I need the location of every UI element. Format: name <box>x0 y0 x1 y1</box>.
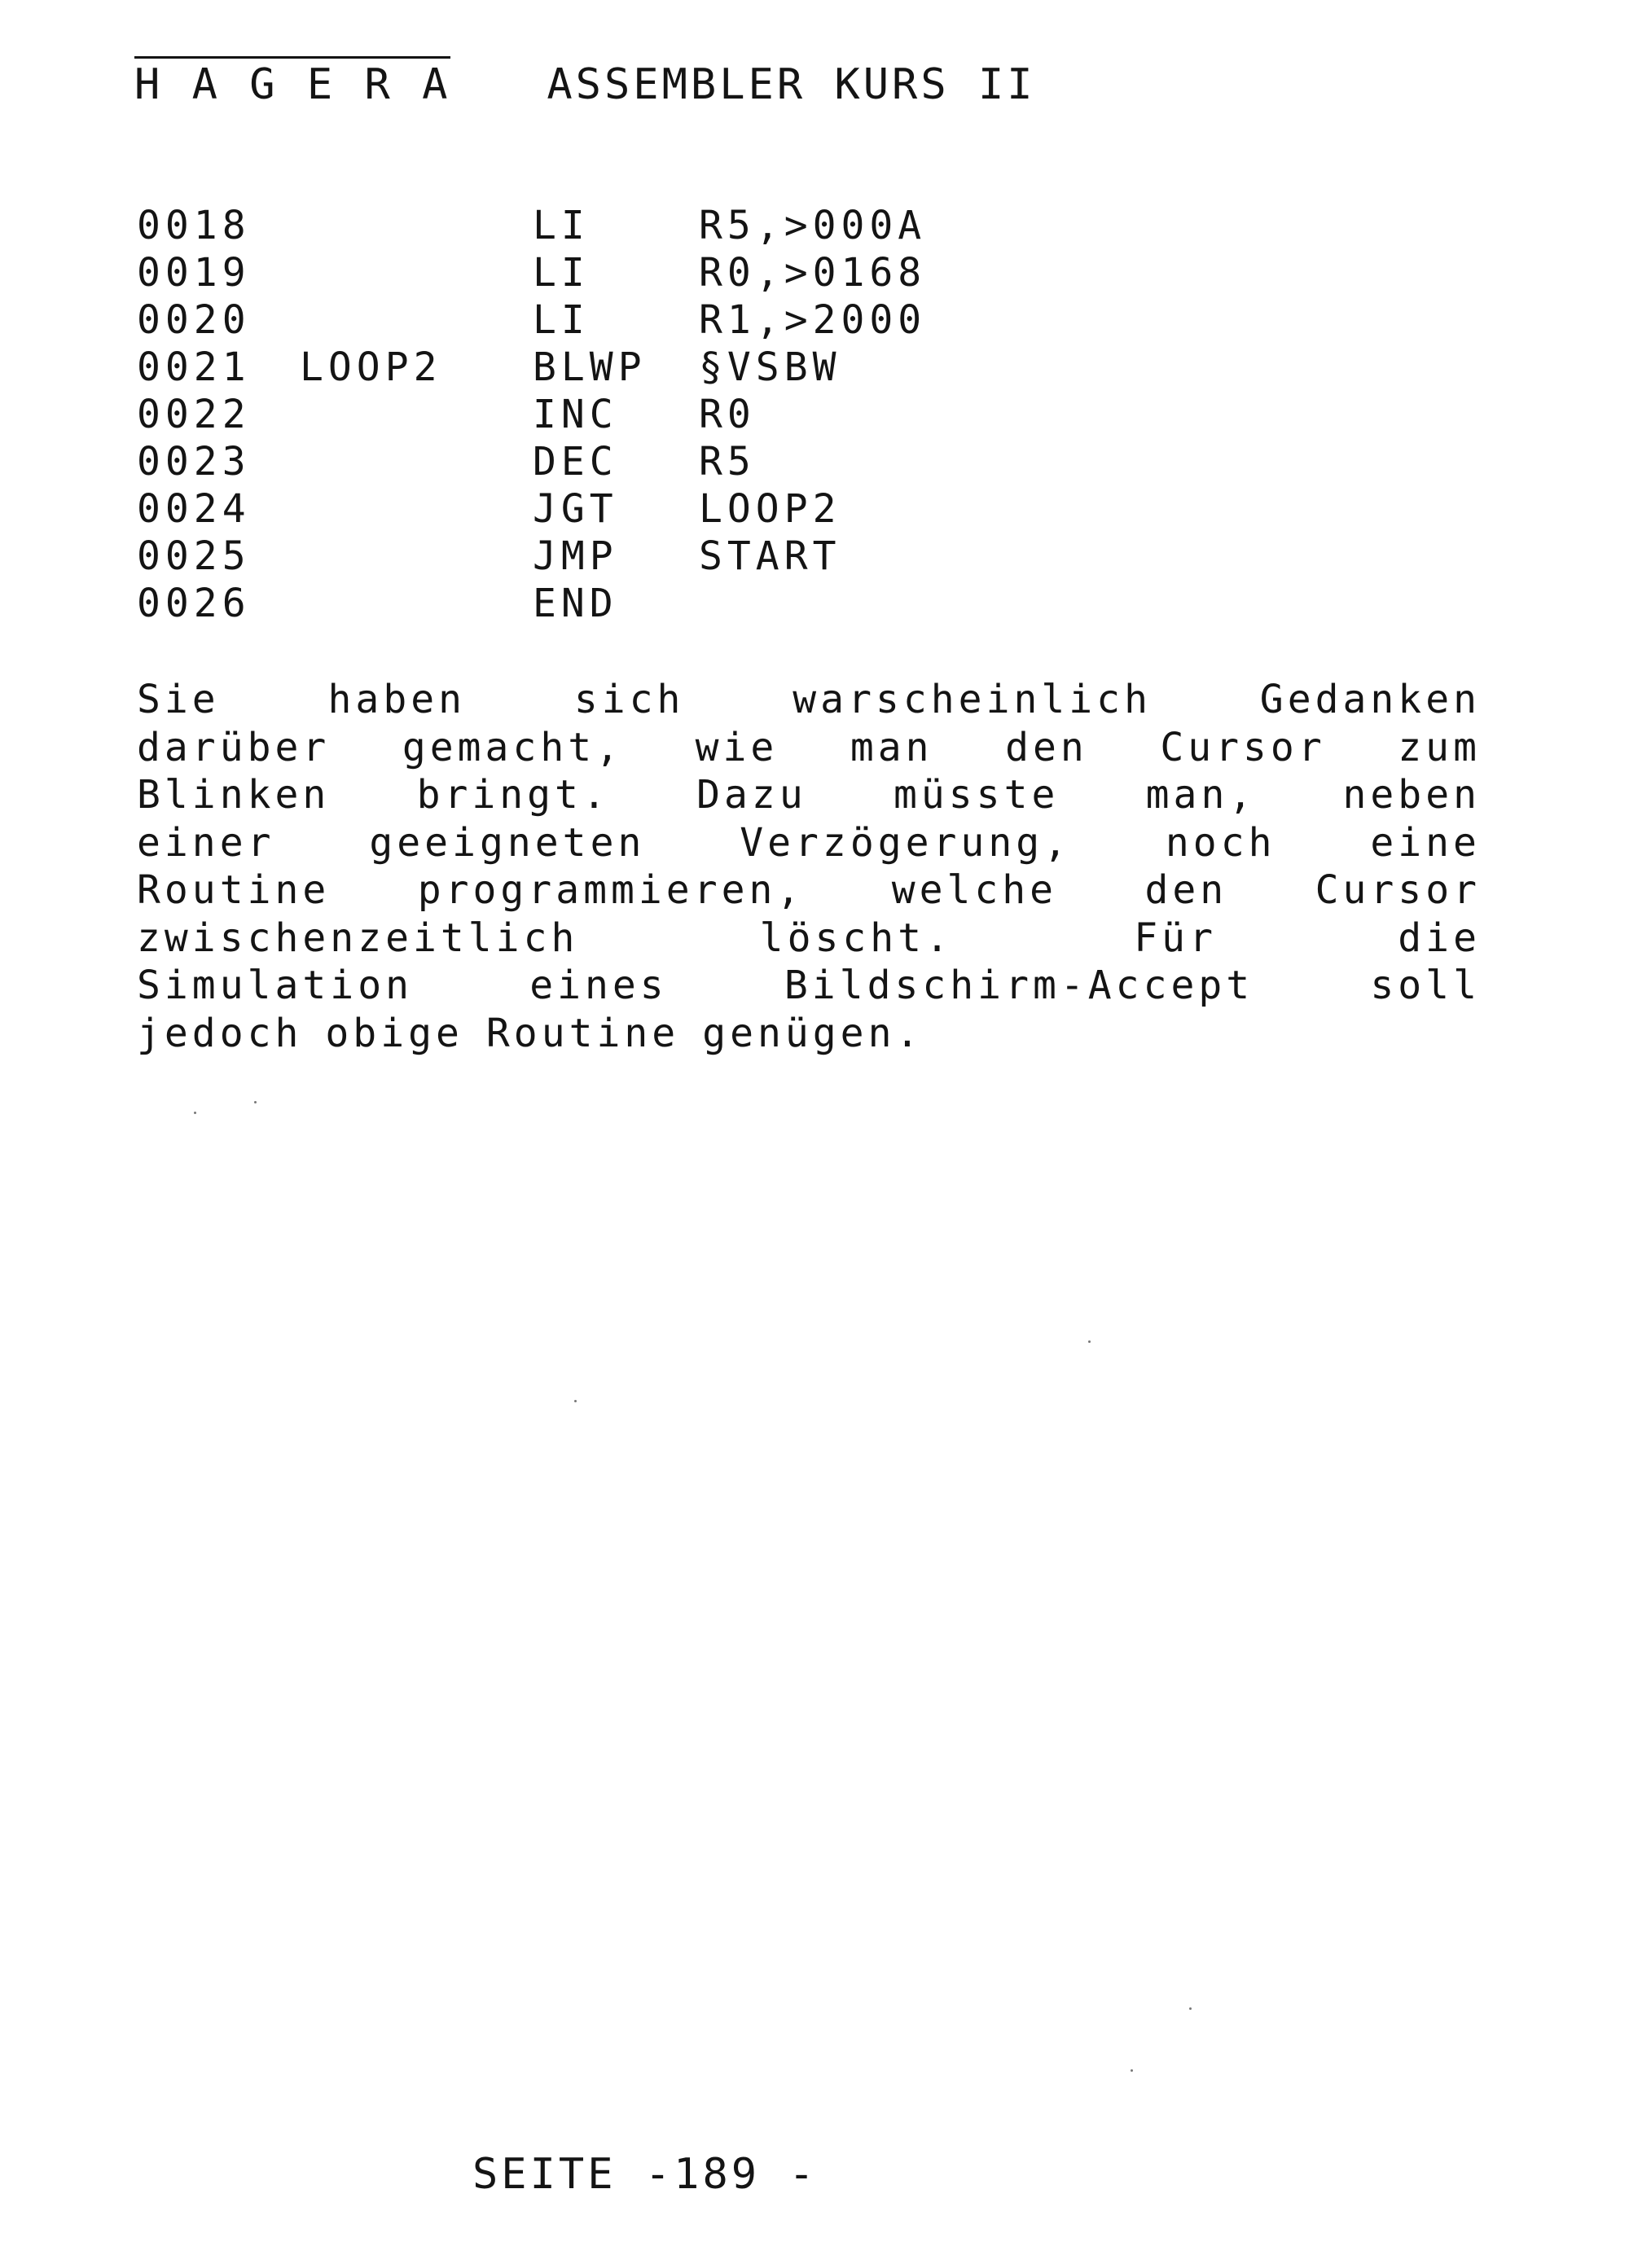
code-operand: §VSBW <box>699 344 841 390</box>
paragraph-word: programmieren, <box>417 867 805 913</box>
page-number: SEITE -189 - <box>472 2150 818 2199</box>
paragraph-word: Routine <box>485 1010 680 1056</box>
code-line-number: 0020 <box>137 297 251 343</box>
header-course-title: ASSEMBLER KURS II <box>547 60 1036 109</box>
paragraph-word: Simulation <box>137 963 413 1008</box>
paragraph-word: eines <box>529 963 668 1008</box>
paragraph-word: die <box>1398 915 1481 961</box>
paragraph-word: Verzögerung, <box>740 819 1072 866</box>
paragraph-word: Sie <box>137 677 220 722</box>
code-line-number: 0019 <box>137 250 251 296</box>
paragraph-word: neben <box>1342 772 1481 818</box>
code-operand: R5,>000A <box>699 203 927 248</box>
paragraph-word: wie <box>695 724 779 770</box>
paragraph-word: zum <box>1398 724 1481 770</box>
paragraph-line <box>137 771 1481 819</box>
paragraph-word: Bildschirm-Accept <box>784 963 1254 1008</box>
paragraph-line <box>137 819 1481 867</box>
paragraph-word: einer <box>137 819 275 866</box>
paragraph-word: man, <box>1145 772 1257 818</box>
code-opcode: JGT <box>533 486 618 532</box>
scan-speck <box>1088 1340 1091 1343</box>
paragraph-line <box>137 866 1481 915</box>
page-header <box>134 60 1036 109</box>
paragraph-word: den <box>1005 724 1088 770</box>
paragraph-line <box>137 962 1481 1010</box>
paragraph-word: zwischenzeitlich <box>137 915 579 961</box>
code-opcode: LI <box>533 250 590 296</box>
paragraph-word: Blinken <box>137 772 331 818</box>
paragraph-word: Für <box>1134 915 1217 961</box>
code-operand: R1,>2000 <box>699 297 927 343</box>
paragraph-word: darüber <box>137 724 331 770</box>
scan-speck <box>194 1112 196 1114</box>
paragraph-word: warscheinlich <box>793 677 1152 722</box>
code-opcode: LI <box>533 203 590 248</box>
code-opcode: JMP <box>533 533 618 579</box>
paragraph-line <box>137 915 1481 963</box>
paragraph-word: genügen. <box>702 1010 924 1056</box>
paragraph-line <box>137 676 1481 724</box>
paragraph-word: geeigneten <box>369 819 646 866</box>
paragraph-word: sich <box>573 677 685 722</box>
paragraph-word: obige <box>325 1010 463 1056</box>
code-opcode: LI <box>533 297 590 343</box>
paragraph-word: Gedanken <box>1259 677 1481 722</box>
scan-speck <box>1189 2007 1192 2010</box>
paragraph-word: bringt. <box>416 772 610 818</box>
paragraph-word: gemacht, <box>402 724 624 770</box>
code-operand: R0,>0168 <box>699 250 927 296</box>
paragraph-line <box>137 1010 1481 1058</box>
code-opcode: INC <box>533 392 618 437</box>
code-opcode: BLWP <box>533 344 647 390</box>
code-operand: START <box>699 533 841 579</box>
code-line-number: 0018 <box>137 203 251 248</box>
paragraph-word: den <box>1144 867 1228 913</box>
paragraph-word: löscht. <box>759 915 953 961</box>
scan-speck <box>574 1400 577 1402</box>
scan-speck <box>254 1101 257 1103</box>
paragraph-word: Cursor <box>1160 724 1326 770</box>
code-line-number: 0022 <box>137 392 251 437</box>
code-opcode: END <box>533 581 618 626</box>
paragraph-word: welche <box>891 867 1058 913</box>
code-line-number: 0023 <box>137 439 251 485</box>
paragraph-word: soll <box>1370 963 1481 1008</box>
paragraph-word: müsste <box>893 772 1060 818</box>
header-brand: H A G E R A <box>134 56 450 109</box>
code-operand: R0 <box>699 392 756 437</box>
scan-speck <box>1131 2069 1133 2072</box>
paragraph-word: haben <box>327 677 467 722</box>
code-line-number: 0024 <box>137 486 251 532</box>
paragraph-word: jedoch <box>137 1010 303 1056</box>
code-operand: R5 <box>699 439 756 485</box>
paragraph-line <box>137 724 1481 772</box>
paragraph-word: Dazu <box>696 772 807 818</box>
explanation-paragraph <box>137 676 1481 1057</box>
code-line-number: 0025 <box>137 533 251 579</box>
paragraph-word: noch <box>1165 819 1276 866</box>
code-line-number: 0021 <box>137 344 251 390</box>
code-operand: LOOP2 <box>699 486 841 532</box>
code-label: LOOP2 <box>300 344 442 390</box>
paragraph-word: Cursor <box>1315 867 1481 913</box>
code-line-number: 0026 <box>137 581 251 626</box>
paragraph-word: Routine <box>137 867 331 913</box>
paragraph-word: eine <box>1370 819 1481 866</box>
paragraph-word: man <box>850 724 933 770</box>
code-opcode: DEC <box>533 439 618 485</box>
